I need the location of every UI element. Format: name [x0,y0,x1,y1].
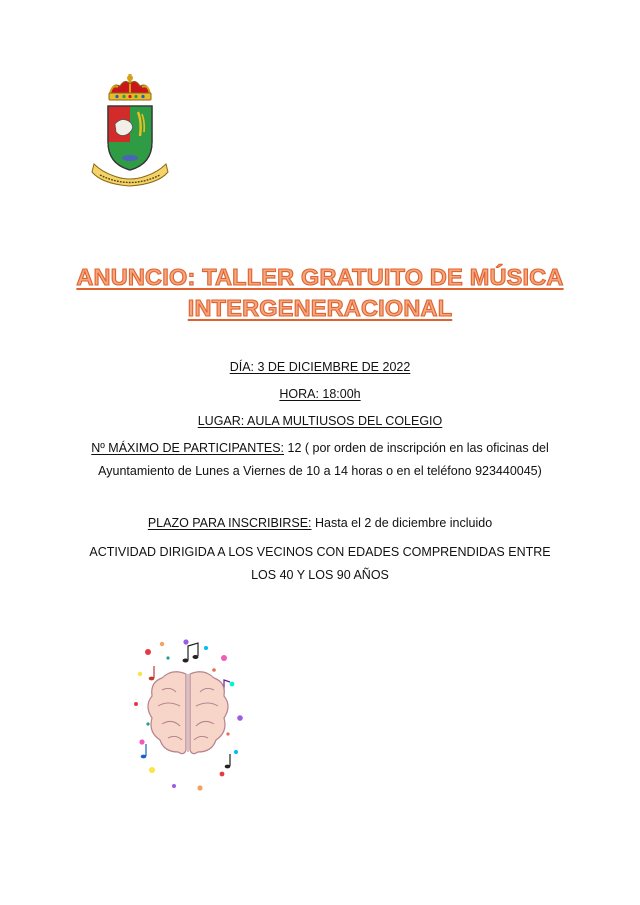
max-participants-paragraph [80,437,560,483]
target-audience-text: ACTIVIDAD DIRIGIDA A LOS VECINOS CON EDADES COMPRENDIDAS ENTRE LOS 40 Y LOS 90 AÑOS [89,545,551,582]
max-participants-label: Nº MÁXIMO DE PARTICIPANTES: [91,441,285,455]
registration-deadline-line [80,512,560,534]
brain-icon [148,672,228,754]
deadline-text: Hasta el 2 de diciembre incluido [311,516,493,530]
deadline-label: PLAZO PARA INSCRIBIRSE: [147,516,312,530]
crown-icon [109,74,151,100]
date-text: DÍA: 3 DE DICIEMBRE DE 2022 [229,360,411,374]
date-line [80,356,560,378]
title-line-1: ANUNCIO: TALLER GRATUITO DE MÚSICA [76,264,564,290]
title-line-2: INTERGENERACIONAL [187,295,453,321]
location-text: LUGAR: AULA MULTIUSOS DEL COLEGIO [197,414,443,428]
target-audience-paragraph [80,541,560,587]
coat-of-arms-logo [88,72,172,190]
time-text: HORA: 18:00h [279,387,361,401]
shield-icon [108,106,152,170]
musical-brain-illustration [128,634,248,796]
announcement-title [60,262,580,324]
location-line [80,410,560,432]
time-line [80,383,560,405]
max-participants-text: 12 ( por orden de inscripción en las oficinas del Ayuntamiento de Lunes a Viernes de 10 a 14 horas o en el teléfono 923440045) [98,441,549,478]
